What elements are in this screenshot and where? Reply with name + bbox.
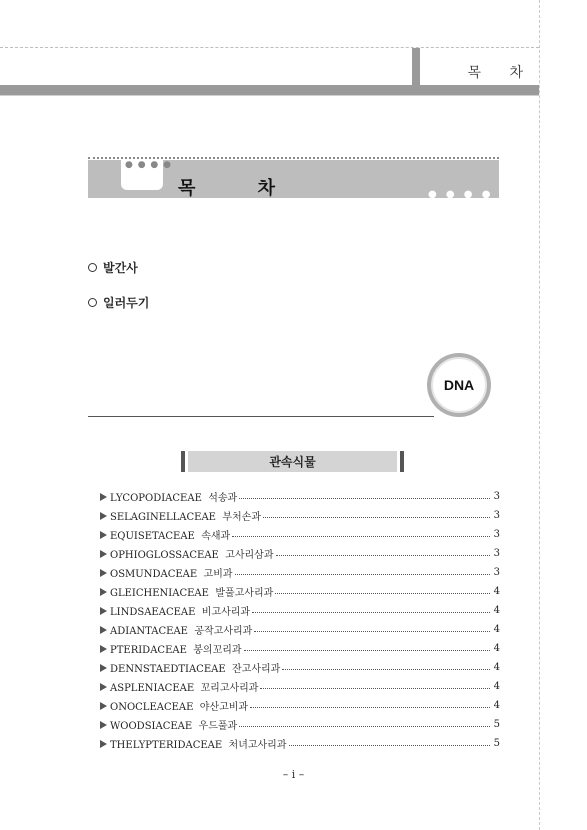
toc-entry-page: 4 (493, 586, 500, 597)
header-thin-rule (0, 95, 539, 96)
header-tab-marker (412, 48, 420, 85)
toc-entry[interactable] (100, 639, 500, 658)
page-title: 목 차 (178, 178, 304, 199)
toc-entry[interactable] (100, 525, 500, 544)
toc-entry-page: 3 (493, 529, 500, 540)
toc-entry-page: 4 (493, 700, 500, 711)
toc-entry-page: 3 (493, 567, 500, 578)
triangle-bullet-icon (100, 550, 107, 558)
toc-entry-family: EQUISETACEAE 속새과 (110, 531, 231, 542)
toc-entry-page: 4 (493, 662, 500, 673)
toc-leader-dots (260, 688, 490, 689)
triangle-bullet-icon (100, 588, 107, 596)
toc-entry-family: OPHIOGLOSSACEAE 고사리삼과 (110, 550, 274, 561)
toc-leader-dots (244, 650, 490, 651)
toc-entry-family: ADIANTACEAE 공작고사리과 (110, 626, 253, 637)
toc-entry-label: 발간사 (103, 261, 138, 275)
banner-dots-decoration-right: ● ● ● ● ● (428, 189, 512, 200)
toc-entry-page: 5 (493, 719, 500, 730)
circle-bullet-icon (88, 298, 97, 307)
circle-bullet-icon (88, 263, 97, 272)
toc-leader-dots (239, 726, 490, 727)
toc-entry-page: 3 (493, 510, 500, 521)
toc-entry[interactable] (100, 696, 500, 715)
toc-leader-dots (250, 707, 490, 708)
toc-entry-page: 4 (493, 681, 500, 692)
toc-entry-family: LYCOPODIACEAE 석송과 (110, 493, 238, 504)
toc-leader-dots (289, 745, 490, 746)
page-number: – i – (282, 768, 305, 781)
toc-entry-page: 4 (493, 605, 500, 616)
toc-entry-family: WOODSIACEAE 우드풀과 (110, 721, 238, 732)
toc-entry[interactable] (100, 487, 500, 506)
toc-leader-dots (254, 631, 490, 632)
triangle-bullet-icon (100, 721, 107, 729)
toc-entry-family: THELYPTERIDACEAE 처녀고사리과 (110, 740, 287, 751)
section-divider (88, 416, 434, 417)
toc-entry[interactable] (100, 601, 500, 620)
toc-entry[interactable] (100, 544, 500, 563)
banner-dotted-rule (88, 157, 499, 159)
triangle-bullet-icon (100, 531, 107, 539)
toc-entry-family: ONOCLEACEAE 야산고비과 (110, 702, 249, 713)
header-gray-band (0, 85, 539, 95)
banner-dots-decoration: ● ● ● ● (125, 160, 172, 170)
toc-leader-dots (282, 669, 490, 670)
toc-leader-dots (275, 593, 490, 594)
toc-entry[interactable] (100, 734, 500, 753)
toc-leader-dots (239, 498, 490, 499)
triangle-bullet-icon (100, 512, 107, 520)
toc-entry-page: 5 (493, 738, 500, 749)
triangle-bullet-icon (100, 702, 107, 710)
category-heading: 관속식물 (188, 451, 397, 472)
category-bar-left (181, 451, 185, 472)
toc-entry-family: ASPLENIACEAE 꼬리고사리과 (110, 683, 259, 694)
toc-entry[interactable] (100, 658, 500, 677)
triangle-bullet-icon (100, 569, 107, 577)
triangle-bullet-icon (100, 683, 107, 691)
toc-entry[interactable] (100, 582, 500, 601)
toc-entry-page: 3 (493, 491, 500, 502)
category-bar-right (400, 451, 404, 472)
toc-entry[interactable] (100, 506, 500, 525)
toc-leader-dots (263, 517, 490, 518)
toc-leader-dots (232, 536, 490, 537)
toc-entry-preface[interactable] (88, 259, 138, 276)
header-dashed-rule (0, 47, 539, 48)
toc-entry-family: LINDSAEACEAE 비고사리과 (110, 607, 251, 618)
toc-leader-dots (276, 555, 490, 556)
toc-leader-dots (235, 574, 490, 575)
toc-entry[interactable] (100, 677, 500, 696)
triangle-bullet-icon (100, 664, 107, 672)
toc-entry-notes[interactable] (88, 294, 149, 311)
toc-entry-page: 4 (493, 643, 500, 654)
toc-entry-family: OSMUNDACEAE 고비과 (110, 569, 233, 580)
triangle-bullet-icon (100, 645, 107, 653)
toc-entry-family: SELAGINELLACEAE 부처손과 (110, 512, 261, 523)
running-header-title: 목 차 (467, 65, 535, 81)
toc-list (100, 487, 500, 753)
toc-entry[interactable] (100, 620, 500, 639)
toc-entry-label: 일러두기 (103, 296, 150, 310)
toc-entry[interactable] (100, 715, 500, 734)
margin-guide-line (539, 0, 540, 830)
triangle-bullet-icon (100, 740, 107, 748)
toc-entry-page: 3 (493, 548, 500, 559)
triangle-bullet-icon (100, 626, 107, 634)
toc-entry-family: PTERIDACEAE 봉의꼬리과 (110, 645, 242, 656)
toc-leader-dots (252, 612, 490, 613)
toc-entry[interactable] (100, 563, 500, 582)
triangle-bullet-icon (100, 493, 107, 501)
section-badge: DNA (431, 357, 487, 413)
toc-entry-family: DENNSTAEDTIACEAE 잔고사리과 (110, 664, 281, 675)
toc-entry-page: 4 (493, 624, 500, 635)
toc-entry-family: GLEICHENIACEAE 발풀고사리과 (110, 588, 274, 599)
triangle-bullet-icon (100, 607, 107, 615)
